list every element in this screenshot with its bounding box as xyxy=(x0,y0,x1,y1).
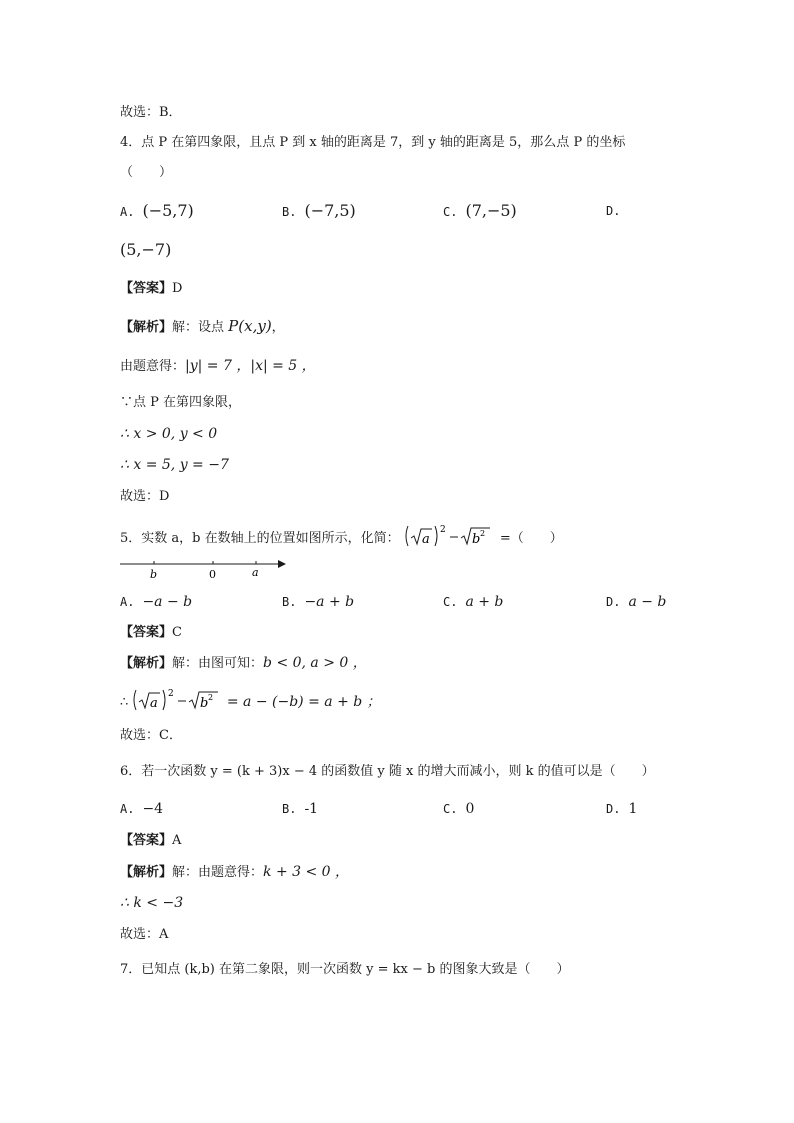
q5-option-b: B. −a + b xyxy=(282,594,355,610)
q4-option-a: A. (−5,7) xyxy=(120,201,194,220)
q5-radical-expression xyxy=(404,524,496,548)
q6-answer-choice: 故选：A xyxy=(120,927,169,942)
q4-option-b: B. (−7,5) xyxy=(282,201,356,220)
q4-option-c: C. (7,−5) xyxy=(443,201,517,220)
q5-step-radical-expression xyxy=(132,688,222,712)
q4-option-d-value: (5,−7) xyxy=(120,240,172,259)
q4-analysis: 【解析】解：设点 P(x,y)， xyxy=(120,317,285,335)
q6-stem: 6．若一次函数 y = (k + 3)x − 4 的函数值 y 随 x 的增大而减小，则 k 的值可以是（ ） xyxy=(120,764,655,779)
q6-option-b: B. -1 xyxy=(282,801,319,817)
radical-a-symbol: a xyxy=(421,532,430,547)
q5-stem: 5．实数 a，b 在数轴上的位置如图所示，化简： a 2 b 2 =（ ） xyxy=(120,525,563,547)
number-line-label-b: b xyxy=(150,568,158,581)
q4-step-4: ∴ x = 5, y = −7 xyxy=(120,457,229,473)
q4-answer-choice: 故选：D xyxy=(120,489,170,504)
q4-option-d: D. xyxy=(606,204,621,218)
radical-b-exponent: 2 xyxy=(479,529,485,538)
q6-option-d: D. 1 xyxy=(606,801,638,817)
q5-step-1: ∴ a 2 b 2 = a − (−b) = a + b ； xyxy=(120,689,381,711)
q7-stem: 7．已知点 (k,b) 在第二象限，则一次函数 y = kx − b 的图象大致是（ ） xyxy=(120,962,570,977)
previous-answer-choice: 故选：B． xyxy=(120,105,182,120)
q4-step-3: ∴ x > 0, y < 0 xyxy=(120,426,218,442)
q6-option-a: A. −4 xyxy=(120,801,164,817)
number-line-label-zero: 0 xyxy=(209,568,216,581)
q6-analysis: 【解析】解：由题意得：k + 3 < 0 ， xyxy=(120,864,350,880)
radical-b-symbol: b xyxy=(471,532,481,547)
q5-answer-choice: 故选：C． xyxy=(120,728,182,743)
q6-option-c: C. 0 xyxy=(443,801,475,817)
q5-number-line xyxy=(118,556,298,582)
number-line-label-a: a xyxy=(252,566,259,579)
q4-step-1: 由题意得：|y| = 7 ，|x| = 5 ， xyxy=(120,358,316,374)
q4-answer: 【答案】D xyxy=(120,281,183,296)
q4-paren: （ ） xyxy=(120,165,173,180)
q5-answer: 【答案】C xyxy=(120,625,182,640)
q6-step-1: ∴ k < −3 xyxy=(120,895,184,911)
q5-option-a: A. −a − b xyxy=(120,594,193,610)
step-radical-b-exponent: 2 xyxy=(208,693,214,702)
step-radical-b-symbol: b xyxy=(200,696,209,711)
q5-option-c: C. a + b xyxy=(443,594,504,610)
step-radical-a-symbol: a xyxy=(150,696,159,711)
step-radical-exponent: 2 xyxy=(168,689,175,699)
radical-exponent: 2 xyxy=(439,525,446,535)
q5-option-d: D. a − b xyxy=(606,594,667,610)
q4-stem: 4．点 P 在第四象限，且点 P 到 x 轴的距离是 7，到 y 轴的距离是 5，那么点 P 的坐标 xyxy=(120,135,626,150)
q6-answer: 【答案】A xyxy=(120,833,182,848)
q5-analysis: 【解析】解：由图可知：b < 0, a > 0 ， xyxy=(120,655,367,671)
q4-step-2: ∵点 P 在第四象限， xyxy=(120,395,242,410)
